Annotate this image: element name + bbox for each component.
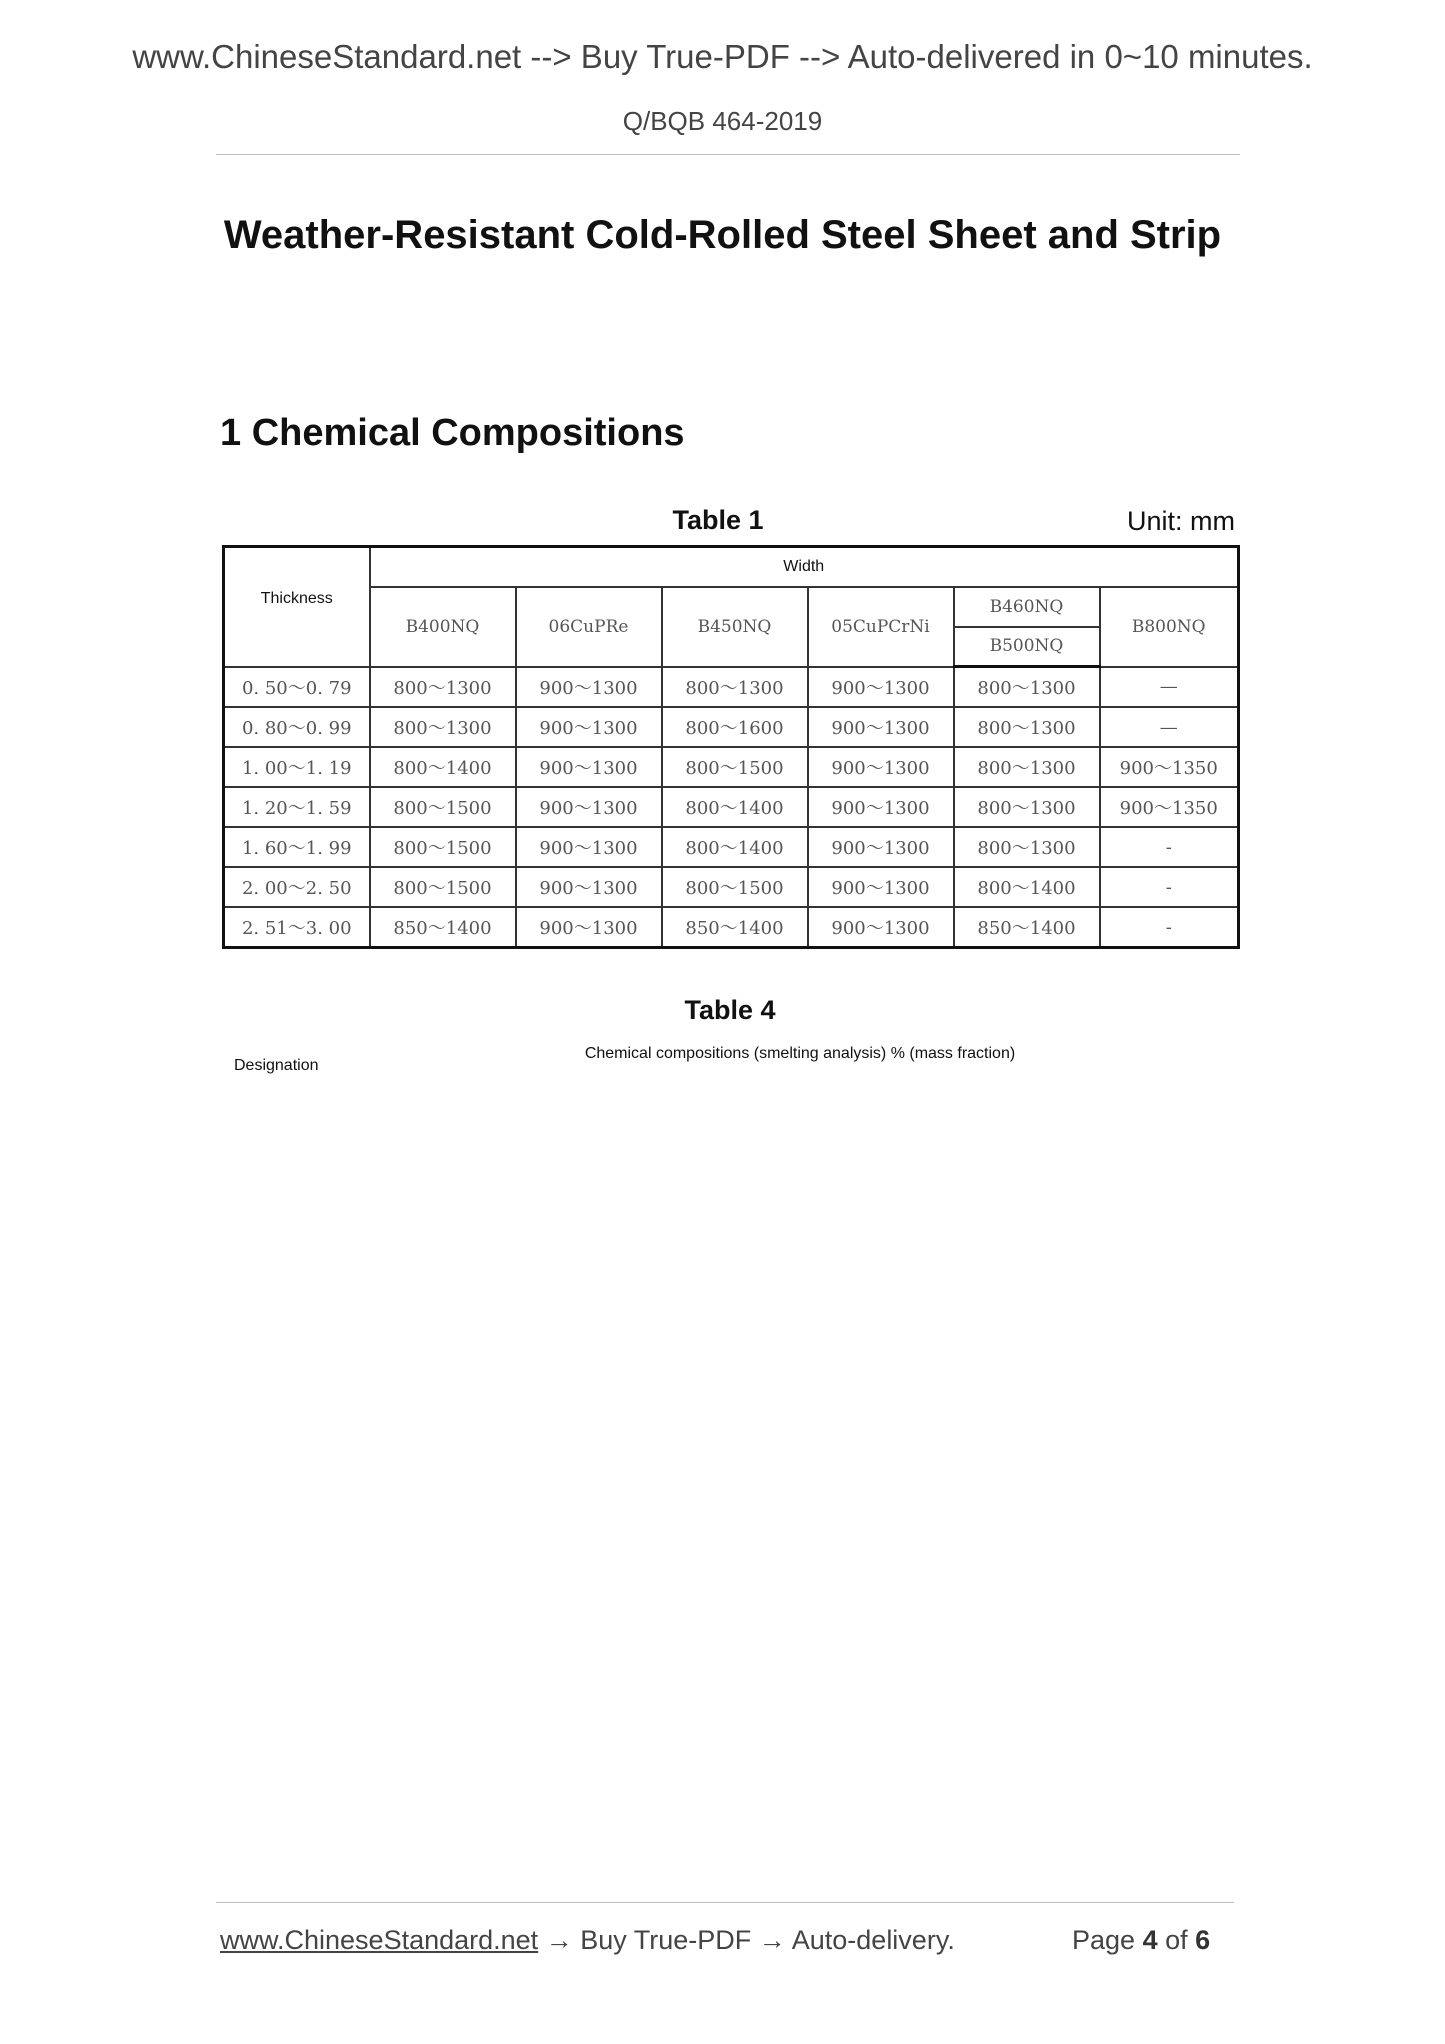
width-cell: 800～1300 [954,787,1100,827]
width-cell: 800～1300 [662,667,808,708]
width-cell: 800～1500 [662,747,808,787]
width-cell: - [1100,827,1239,867]
footer-divider [216,1902,1234,1903]
grade-header: B800NQ [1100,587,1239,667]
width-cell: 900～1300 [516,867,662,907]
width-cell: 900～1300 [516,907,662,948]
thickness-header: Thickness [224,547,370,667]
width-cell: - [1100,867,1239,907]
width-cell: — [1100,707,1239,747]
top-banner: www.ChineseStandard.net --> Buy True-PDF --> Auto-delivered in 0~10 minutes. [132,38,1313,75]
width-cell: 900～1300 [808,867,954,907]
grade-header: 05CuPCrNi [808,587,954,667]
thickness-cell: 1. 20～1. 59 [224,787,370,827]
header-divider [216,154,1240,155]
width-cell: 800～1500 [370,867,516,907]
width-cell: 900～1300 [808,907,954,948]
table-row [224,907,1239,948]
width-cell: 800～1400 [954,867,1100,907]
table1-unit: Unit: mm [1127,506,1235,536]
table-row [224,867,1239,907]
width-cell: 800～1400 [662,827,808,867]
width-cell: 900～1300 [516,707,662,747]
width-cell: 900～1300 [516,827,662,867]
width-cell: 800～1400 [370,747,516,787]
width-cell: 850～1400 [954,907,1100,948]
table1-caption: Table 1 [672,505,764,535]
width-header: Width [370,547,1239,587]
thickness-cell: 1. 00～1. 19 [224,747,370,787]
width-cell: 800～1300 [954,667,1100,708]
thickness-cell: 2. 00～2. 50 [224,867,370,907]
page-number: 4 [1142,1925,1158,1955]
thickness-cell: 0. 50～0. 79 [224,667,370,708]
width-cell: 800～1300 [370,707,516,747]
designation-header: Designation [234,1057,319,1074]
table-row [224,667,1239,708]
width-cell: 900～1350 [1100,787,1239,827]
thickness-cell: 1. 60～1. 99 [224,827,370,867]
width-cell: 800～1600 [662,707,808,747]
width-cell: 900～1300 [516,667,662,708]
grade-header: B450NQ [662,587,808,667]
width-cell: 800～1500 [662,867,808,907]
width-cell: 800～1500 [370,787,516,827]
thickness-cell: 0. 80～0. 99 [224,707,370,747]
width-cell: 900～1300 [516,747,662,787]
width-table-body [224,667,1239,948]
table-row [224,707,1239,747]
width-cell: 800～1300 [954,707,1100,747]
width-cell: 900～1350 [1100,747,1239,787]
grade-header: B460NQ [954,587,1100,627]
grade-header: B500NQ [954,627,1100,667]
page-label: Page [1072,1925,1136,1955]
width-cell: 900～1300 [808,827,954,867]
width-cell: 900～1300 [808,667,954,708]
page-total: 6 [1195,1925,1211,1955]
grade-header: B400NQ [370,587,516,667]
table-row [224,827,1239,867]
composition-header: Chemical compositions (smelting analysis) % (mass fraction) [584,1045,1016,1062]
width-cell: 800～1400 [662,787,808,827]
page-of-label: of [1165,1925,1188,1955]
footer-site-link[interactable]: www.ChineseStandard.net [220,1925,539,1955]
thickness-cell: 2. 51～3. 00 [224,907,370,948]
width-cell: — [1100,667,1239,708]
width-cell: 850～1400 [370,907,516,948]
footer-promo-text: → Buy True-PDF → Auto-delivery. [538,1925,955,1955]
width-cell: 800～1300 [954,827,1100,867]
width-cell: 850～1400 [662,907,808,948]
width-cell: 800～1300 [370,667,516,708]
width-cell: 900～1300 [808,747,954,787]
table-row [224,747,1239,787]
width-cell: - [1100,907,1239,948]
table4-caption: Table 4 [684,995,776,1025]
width-cell: 900～1300 [516,787,662,827]
section-heading: 1 Chemical Compositions [220,412,685,454]
width-cell: 900～1300 [808,787,954,827]
width-cell: 900～1300 [808,707,954,747]
document-code: Q/BQB 464-2019 [622,106,823,136]
width-table [222,545,1240,949]
page-indicator [1072,1925,1210,1956]
width-cell: 800～1300 [954,747,1100,787]
grade-header: 06CuPRe [516,587,662,667]
width-cell: 800～1500 [370,827,516,867]
footer-promo [220,1925,955,1956]
document-title: Weather-Resistant Cold-Rolled Steel Sheet and Strip [223,213,1222,257]
table-row [224,787,1239,827]
